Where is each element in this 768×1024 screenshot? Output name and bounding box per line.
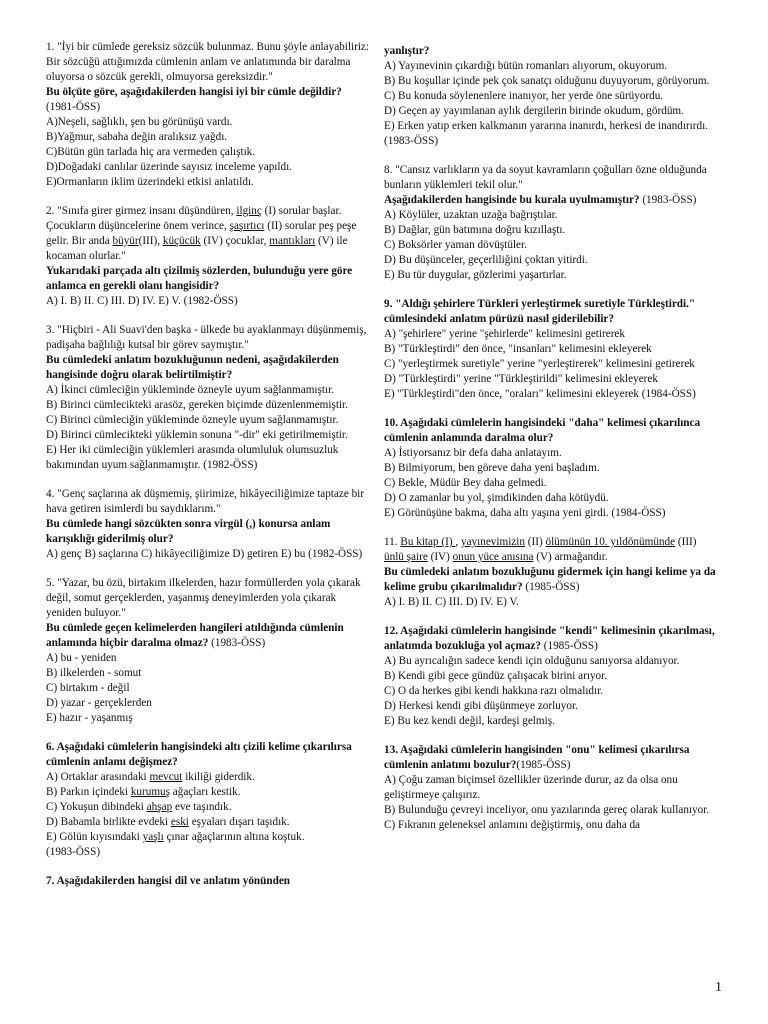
question-12-prompt [384,624,718,654]
q6-option-c [46,800,371,815]
q9-option-d: D) "Türkleştirdi" yerine "Türkleştirildi" kelimesini ekleyerek [384,373,658,385]
q6e-text-1: E) Gölün kıyısındaki [46,831,143,843]
q8-option-a: A) Köylüler, uzaktan uzağa bağrıştılar. [384,209,558,221]
q6d-underlined: eski [170,816,189,828]
q13-option-a: A) Çoğu zaman biçimsel özellikler üzerinde durur, az da olsa onu geliştirmeye çalışırız. [384,774,678,801]
q3-option-a: A) İkinci cümleciğin yükleminde özneyle uyum sağlanmamıştır. [46,384,335,396]
q11-answer-line: A) I. B) II. C) III. D) IV. E) V. [384,596,519,608]
q12-option-b: B) Kendi gibi gece gündüz çalışacak birini arıyor. [384,670,608,682]
question-13 [384,743,718,833]
q8-option-d: D) Bu düşünceler, geçerliliğini çoktan yitirdi. [384,254,588,266]
q6e-underlined: yaşlı [142,831,164,843]
q10-option-b: B) Bilmiyorum, ben göreve daha yeni başladım. [384,462,600,474]
page-number: 1 [715,980,722,995]
question-5-source: (1983-ÖSS) [211,637,266,649]
question-8-source: (1983-ÖSS) [639,194,697,206]
question-4-stem: 4. "Genç saçlarına ak düşmemiş, şiirimize, hikâyeciliğimize taptaze bir hava getiren isimlerdi bu saydıklarım." [46,488,365,515]
q11-text-1: 11. [384,536,401,548]
q11-text-3: (II) [524,536,546,548]
question-6-source: (1983-ÖSS) [46,846,101,858]
question-8-prompt [384,193,718,208]
question-2 [46,204,371,309]
question-8 [384,163,718,283]
question-3-text: Bu cümledeki anlatım bozukluğunun nedeni, aşağıdakilerden hangisinde doğru olarak belirtilmiştir? [46,354,339,381]
question-11-source: (1985-ÖSS) [522,581,580,593]
right-column [384,44,718,847]
question-1-prompt [46,85,371,115]
q12-option-c: C) O da herkes gibi kendi hakkına razı olmalıdır. [384,685,604,697]
q2-text-2: (I) sorular başlar. Çocukların düşüncelerine önem verince, [46,205,342,232]
question-13-source: (1985-ÖSS) [516,759,571,771]
question-5-prompt [46,621,371,651]
q6-option-b [46,785,371,800]
question-13-text: 13. Aşağıdaki cümlelerin hangisinden "onu" kelimesi çıkarılırsa cümlenin anlatımı bozulur? [384,744,690,771]
q6a-text-2: ikiliği giderdik. [182,771,255,783]
q1-option-e: E)Ormanların iklim üzerindeki etkisi anlatıldı. [46,176,254,188]
question-5-text: Bu cümlede geçen kelimelerden hangileri atıldığında cümlenin anlamında hiçbir daralma olmaz? [46,622,344,649]
q6a-text-1: A) Ortaklar arasındaki [46,771,150,783]
question-8-text: Aşağıdakilerden hangisinde bu kurala uyulmamıştır? [384,194,640,206]
question-10-text: 10. Aşağıdaki cümlelerin hangisindeki "daha" kelimesi çıkarılınca cümlenin anlamında daralma olur? [384,417,701,444]
question-5 [46,576,371,726]
q6d-text-2: eşyaları dışarı taşıdık. [188,816,290,828]
question-1-source: (1981-ÖSS) [46,101,101,113]
q3-option-c: C) Birinci cümleciğin yükleminde özneyle uyum sağlanmamıştır. [46,414,339,426]
question-12-text: 12. Aşağıdaki cümlelerin hangisinde "kendi" kelimesinin çıkarılması, anlatımda bozukluğa yol açmaz? [384,625,715,652]
q3-option-e: E) Her iki cümleciğin yüklemleri arasında olumluluk olumsuzluk bakımından uyum sağlanmamıştır. (1982-ÖSS) [46,444,339,471]
q2-underlined-5: mantıkları [269,235,316,247]
question-11-stem [384,535,718,565]
question-12-source: (1985-ÖSS) [540,640,598,652]
q1-option-b: B)Yağmur, sabaha değin aralıksız yağdı. [46,131,228,143]
question-7-text-end: yanlıştır? [384,45,430,57]
question-11 [384,535,718,610]
question-13-prompt [384,743,718,773]
q5-option-b: B) ilkelerden - somut [46,667,142,679]
question-2-stem [46,204,371,264]
q2-text-5: (IV) çocuklar, [200,235,270,247]
question-1-stem: 1. "İyi bir cümlede gereksiz sözcük bulunmaz. Bunu şöyle anlayabiliriz: Bir sözcüğü attığımızda cümlenin anlam ve anlatımında bir daralma oluyorsa o sözcük gerekli, olmuyorsa gereksizdir." [46,41,370,83]
q11-underlined-5: onun yüce anısına [452,551,534,563]
q6a-underlined: mevcut [149,771,183,783]
q11-text-6: (V) armağandır. [533,551,608,563]
q8-option-e: E) Bu tür duygular, gözlerimi yaşartırlar. [384,269,567,281]
question-11-prompt [384,565,718,595]
q13-option-c: C) Fıkranın geleneksel anlamını değiştirmiş, onu daha da [384,819,641,831]
q3-option-d: D) Birinci cümlecikteki yüklemin sonuna "-dir" eki getirilmemiştir. [46,429,348,441]
q9-option-a: A) "şehirlere" yerine "şehirlerde" kelimesini getirerek [384,328,625,340]
q2-text-1: 2. "Sınıfa girer girmez insanı düşündüren, [46,205,237,217]
q6-option-e [46,830,371,845]
question-11-text: Bu cümledeki anlatım bozukluğunu gidermek için hangi kelime ya da kelime grubu çıkarılmalıdır? [384,566,716,593]
question-7-continued [384,44,718,149]
question-12 [384,624,718,729]
question-7-text: 7. Aşağıdakilerden hangisi dil ve anlatım yönünden [46,875,291,887]
q8-option-b: B) Dağlar, gün batımına doğru kızıllaştı. [384,224,566,236]
question-1 [46,40,371,190]
question-7 [46,874,371,889]
q2-underlined-1: ilginç [236,205,262,217]
question-3-stem: 3. "Hiçbiri - Ali Suavi'den başka - ülkede bu ayaklanmayı düşünmemiş, padişaha bağlılığı kutsal bir görev saymıştır." [46,324,367,351]
q1-option-a: A)Neşeli, sağlıklı, şen bu görünüşü vardı. [46,116,233,128]
question-10 [384,416,718,521]
question-5-stem: 5. "Yazar, bu özü, birtakım ilkelerden, hazır formüllerden yola çıkarak değil, somut gerçeklerden, yaşanmış deneyimlerden yola çıkarak yeniden buluyor." [46,577,361,619]
q6b-underlined: kurumuş [130,786,170,798]
q6c-text-1: C) Yokuşun dibindeki [46,801,147,813]
q11-underlined-3: ölümünün 10. yıldönümünde [545,536,676,548]
q2-text-3: (II) sorular peş peşe gelir. Bir anda [46,220,357,247]
q6-option-d [46,815,371,830]
q6-option-a [46,770,371,785]
q9-option-e: E) "Türkleştirdi"den önce, "oraları" kelimesini ekleyerek (1984-ÖSS) [384,388,696,400]
question-9 [384,297,718,402]
q6b-text-1: B) Parkın içindeki [46,786,131,798]
q5-option-e: E) hazır - yaşanmış [46,712,133,724]
q10-option-d: D) O zamanlar bu yol, şimdikinden daha kötüydü. [384,492,609,504]
question-6 [46,740,371,860]
q2-text-6: (V) ile kocaman olurlar." [46,235,348,262]
q11-text-5: (IV) [427,551,453,563]
q7-option-c: C) Bu konuda söylenenlere inanıyor, her yerde öne sürüyordu. [384,90,664,102]
q6c-text-2: eve taşındık. [172,801,232,813]
q6c-underlined: ahşap [146,801,173,813]
q4-answer-line: A) genç B) saçlarına C) hikâyeciliğimize D) getiren E) bu (1982-ÖSS) [46,548,363,560]
question-6-text: 6. Aşağıdaki cümlelerin hangisindeki altı çizili kelime çıkarılırsa cümlenin anlamı değişmez? [46,741,352,768]
q9-option-c: C) "yerleştirmek suretiyle" yerine "yerleştirerek" kelimesini getirerek [384,358,695,370]
q2-answer-line: A) I. B) II. C) III. D) IV. E) V. (1982-ÖSS) [46,295,238,307]
question-4 [46,487,371,562]
q7-option-d: D) Geçen ay yayımlanan aylık dergilerin birinde okudum, gördüm. [384,105,684,117]
q11-text-2: , [455,536,461,548]
q11-text-4: (III) [675,536,697,548]
question-8-stem: 8. "Cansız varlıkların ya da soyut kavramların çoğulları özne olduğunda bunların yüklemleri tekil olur." [384,164,707,191]
q11-underlined-4: ünlü şaire [384,551,428,563]
q10-option-a: A) İstiyorsanız bir defa daha anlatayım. [384,447,562,459]
q5-option-d: D) yazar - gerçeklerden [46,697,152,709]
q7-option-b: B) Bu koşullar içinde pek çok sanatçı olduğunu duyuyorum, görüyorum. [384,75,710,87]
q13-option-b: B) Bulunduğu çevreyi inceliyor, onu yazılarında gereç olarak kullanıyor. [384,804,710,816]
q5-option-c: C) birtakım - değil [46,682,130,694]
q12-option-d: D) Herkesi kendi gibi düşünmeye zorluyor. [384,700,578,712]
q9-option-b: B) "Türkleştirdi" den önce, "insanları" kelimesini ekleyerek [384,343,652,355]
question-2-text: Yukarıdaki parçada altı çizilmiş sözlerden, bulunduğu yere göre anlamca en gerekli olanı hangisidir? [46,265,353,292]
q2-underlined-2: şaşırtıcı [229,220,265,232]
question-1-text: Bu ölçüte göre, aşağıdakilerden hangisi iyi bir cümle değildir? [46,86,342,98]
q6e-text-2: çınar ağaçlarının altına koştuk. [163,831,305,843]
q1-option-c: C)Bütün gün tarlada hiç ara vermeden çalıştık. [46,146,256,158]
q11-underlined-2: yayınevimizin [460,536,525,548]
q2-underlined-3: büyür [112,235,139,247]
q11-underlined-1: Bu kitap (I) [400,536,456,548]
q10-option-e: E) Görünüşüne bakma, daha altı yaşına yeni girdi. (1984-ÖSS) [384,507,666,519]
q10-option-c: C) Bekle, Müdür Bey daha gelmedi. [384,477,547,489]
question-3 [46,323,371,473]
q5-option-a: A) bu - yeniden [46,652,117,664]
q6b-text-2: ağaçları kestik. [169,786,241,798]
q12-option-e: E) Bu kez kendi değil, kardeşi gelmiş. [384,715,555,727]
question-4-text: Bu cümlede hangi sözcükten sonra virgül (,) konursa anlam karışıklığı giderilmiş olur? [46,518,331,545]
q2-underlined-4: küçücük [162,235,201,247]
q1-option-d: D)Doğadaki canlılar üzerinde sayısız inceleme yapıldı. [46,161,293,173]
q7-option-e: E) Erken yatıp erken kalkmanın yararına inanırdı, herkesi de inandırırdı. (1983-ÖSS) [384,120,709,147]
q8-option-c: C) Boksörler yaman dövüştüler. [384,239,527,251]
q3-option-b: B) Birinci cümlecikteki arasöz, gereken biçimde düzenlenmemiştir. [46,399,348,411]
q12-option-a: A) Bu ayrıcalığın sadece kendi için olduğunu sanıyorsa aldanıyor. [384,655,680,667]
q7-option-a: A) Yayınevinin çıkardığı bütün romanları alıyorum, okuyorum. [384,60,668,72]
left-column [46,40,371,903]
q6d-text-1: D) Babamla birlikte evdeki [46,816,171,828]
question-9-text: 9. "Aldığı şehirlere Türkleri yerleştirmek suretiyle Türkleştirdi." cümlesindeki anlatım pürüzü nasıl giderilebilir? [384,298,696,325]
q2-text-4: (III), [138,235,163,247]
